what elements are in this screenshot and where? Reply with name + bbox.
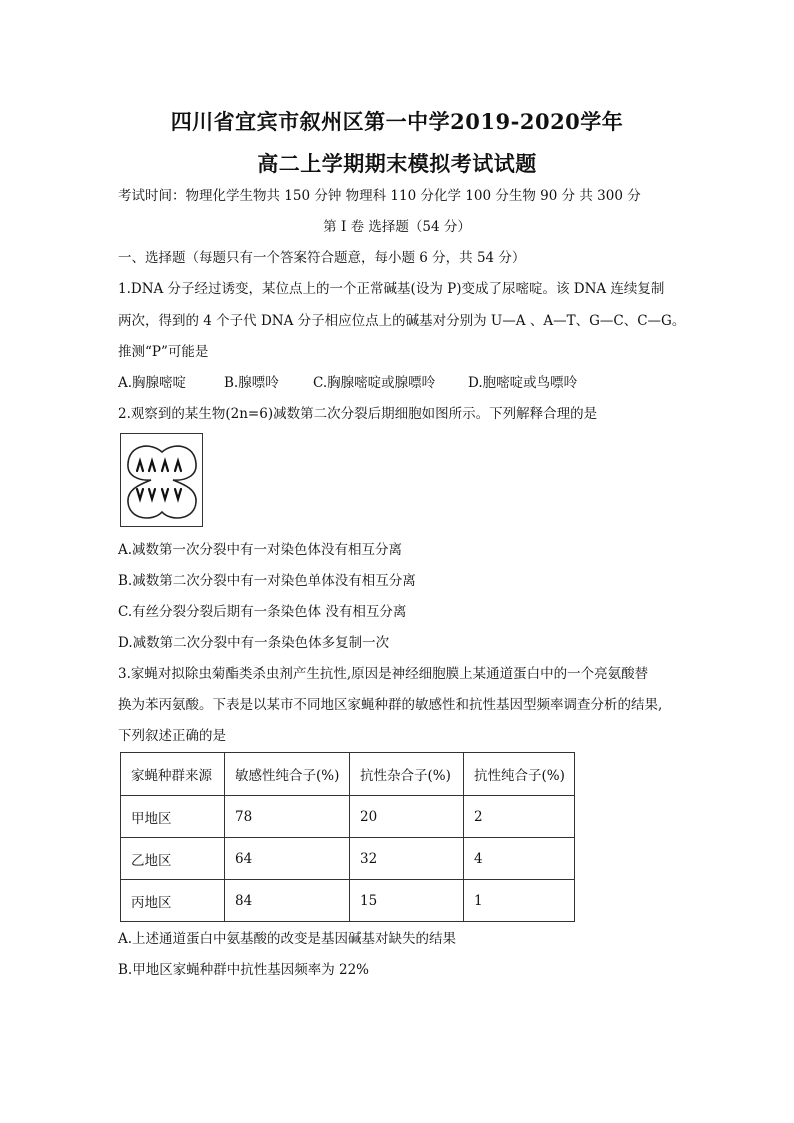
title-line-1: 四川省宜宾市叙州区第一中学2019-2020学年	[170, 109, 624, 134]
exam-time-info: 考试时间：物理化学生物共 150 分钟 物理科 110 分化学 100 分生物 90 分 共 300 分	[118, 188, 641, 204]
q1-stem-line-3: 推测“P”可能是	[118, 344, 209, 360]
q1-option-b: B.腺嘌呤	[224, 375, 279, 391]
title-line-2: 高二上学期期末模拟考试试题	[257, 151, 537, 176]
table-row	[121, 796, 575, 838]
q2-option-c: C.有丝分裂分裂后期有一条染色体 没有相互分离	[118, 604, 407, 620]
q2-option-d: D.减数第二次分裂中有一条染色体多复制一次	[118, 635, 390, 651]
table-cell: 15	[350, 880, 464, 922]
table-cell: 20	[350, 796, 464, 838]
q1-options	[118, 373, 577, 393]
q2-option-b: B.减数第二次分裂中有一对染色单体没有相互分离	[118, 573, 416, 589]
chromosome	[162, 489, 168, 499]
table-cell: 78	[225, 796, 350, 838]
q3-stem-line-1: 3.家蝇对拟除虫菊酯类杀虫剂产生抗性,原因是神经细胞膜上某通道蛋白中的一个亮氨酸替	[118, 666, 649, 682]
chromosome	[149, 461, 155, 471]
cell-division-figure	[120, 433, 203, 527]
table-row	[121, 838, 575, 880]
table-cell: 32	[350, 838, 464, 880]
q2-stem: 2.观察到的某生物(2n=6)减数第二次分裂后期细胞如图所示。下列解释合理的是	[118, 406, 598, 422]
chromosome	[149, 489, 155, 499]
table-cell: 1	[464, 880, 575, 922]
table-cell: 丙地区	[121, 880, 225, 922]
chromosome	[175, 461, 181, 471]
chromosomes-lower	[137, 489, 181, 499]
q3-option-b: B.甲地区家蝇种群中抗性基因频率为 22%	[118, 962, 370, 978]
table-row	[121, 880, 575, 922]
table-cell: 甲地区	[121, 796, 225, 838]
table-cell: 2	[464, 796, 575, 838]
table-cell: 64	[225, 838, 350, 880]
q1-stem-line-1: 1.DNA 分子经过诱变，某位点上的一个正常碱基(设为 P)变成了尿嘧啶。该 DNA 连续复制	[118, 281, 665, 297]
dividing-cell-outline	[128, 446, 196, 518]
chromosome	[137, 461, 143, 471]
cell-diagram	[121, 434, 204, 528]
q2-option-a: A.减数第一次分裂中有一对染色体没有相互分离	[118, 542, 403, 558]
table-header-row	[121, 753, 575, 796]
section-title: 第 I 卷 选择题（54 分）	[323, 219, 471, 235]
chromosome	[137, 489, 143, 499]
table-header-cell: 抗性纯合子(%)	[464, 753, 575, 796]
q1-stem-line-2: 两次，得到的 4 个子代 DNA 分子相应位点上的碱基对分别为 U—A 、A—T、G—C、C—G。	[118, 313, 686, 329]
table-header-cell: 抗性杂合子(%)	[350, 753, 464, 796]
table-header-cell: 敏感性纯合子(%)	[225, 753, 350, 796]
chromosome	[162, 461, 168, 471]
chromosomes-upper	[137, 461, 181, 471]
q3-stem-line-2: 换为苯丙氨酸。下表是以某市不同地区家蝇种群的敏感性和抗性基因型频率调查分析的结果,	[118, 697, 663, 713]
table-cell: 乙地区	[121, 838, 225, 880]
table-cell: 84	[225, 880, 350, 922]
housefly-genotype-table	[120, 752, 575, 922]
q1-option-a: A.胸腺嘧啶	[118, 375, 187, 391]
table-header-cell: 家蝇种群来源	[121, 753, 225, 796]
chromosome	[175, 489, 181, 499]
section-instruction: 一、选择题（每题只有一个答案符合题意，每小题 6 分，共 54 分）	[118, 250, 526, 266]
table-cell: 4	[464, 838, 575, 880]
q1-option-c: C.胸腺嘧啶或腺嘌呤	[313, 375, 436, 391]
q3-option-a: A.上述通道蛋白中氨基酸的改变是基因碱基对缺失的结果	[118, 931, 457, 947]
q1-option-d: D.胞嘧啶或鸟嘌呤	[468, 375, 578, 391]
q3-stem-line-3: 下列叙述正确的是	[118, 728, 226, 744]
